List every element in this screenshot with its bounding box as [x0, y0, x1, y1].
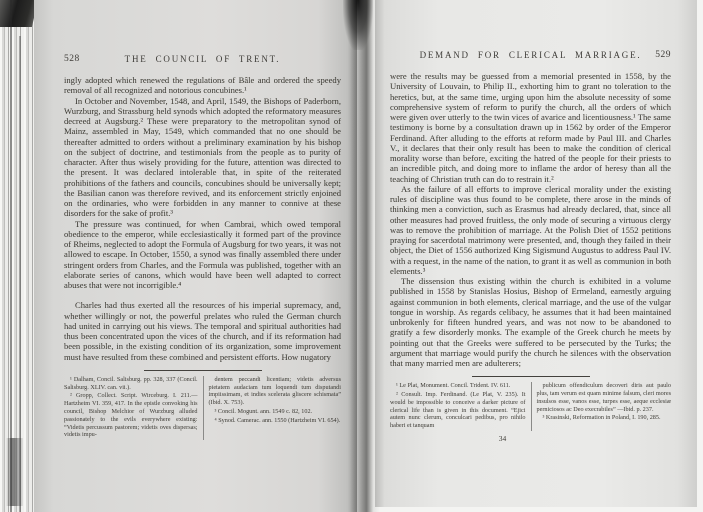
footnote-rule [144, 370, 262, 371]
footnote: ² Consult. Imp. Ferdinand. (Le Plat, V. 235). It would be impossible to conceive a darker picture of clerical life than is given in this document. “Ejici autem nunc clerum, conculcari pedibus, pro nihilo haberi et tanquam [390, 391, 526, 430]
left-footnotes [64, 376, 341, 440]
footnote: ³ Concil. Mogunt. ann. 1549 c. 82, 102. [214, 407, 313, 415]
footnote-column [390, 382, 531, 431]
paragraph: Charles had thus exerted all the resources of his imperial supremacy, and, whether willingly or not, the powerful prelates who ruled the German church had united in carrying out his views. The temporal and spiritual authorities had thus been concentrated upon the vices of the church, and if its reformation had been possible, in the existing condition of its organization, some improvement must have resulted from these combined and persistent efforts. How nugatory [64, 300, 341, 362]
left-page [34, 0, 357, 512]
paragraph: The dissension thus existing within the church is exhibited in a volume published in 1558 by Stanislas Hosius, Bishop of Ermeland, earnestly arguing against communion in both elements, clerical marriage, and the use of the vulgar tongue in worship. As regards celibacy, he assumes that it had been maintained unbrokenly for fifteen hundred years, and was not now to be abandoned to gratify a few disorderly monks. The example of the Greek church he meets by pointing out that the Greeks were suffered to be persecuted by the Turks; the argument that marriage would purify the church he silences with the observation that many married men are adulterers; [390, 276, 671, 368]
footnote: ³ Krasinski, Reformation in Poland, I. 190, 285. [542, 414, 661, 422]
footnote-rule [472, 376, 590, 377]
page-edges-top-shadow [0, 0, 38, 27]
footnote: dentem peccandi licentiam; videtis adversus pietatem audaciam tum loquendi tum disputandi impiissimam, et indies scelerata gliscere schismata” (Ibid. X. 753). [208, 375, 341, 407]
paragraph: In October and November, 1548, and April, 1549, the Bishops of Paderborn, Wurzburg, and Strassburg held synods which adopted the reformatory measures decreed at Augsburg.² These were preparatory to the metropolitan synod of Mainz, assembled in May, 1549, which commanded that no one should be thereafter admitted to orders without a preliminary examination by his bishop on the subject of doctrine, and testimonials from the people as to purity of character. After thus wisely providing for the future, attention was directed to the present. It was declared intolerable that, in spite of the reiterated prohibitions of the fathers and councils, concubines should be universally kept; the Basilian canon was therefore revived, and its enforcement strictly enjoined on the ordinaries, who were forbidden in any manner to connive at these disorders for the sake of profit.³ [64, 95, 341, 219]
page-edges-bottom-shadow [6, 438, 23, 506]
page-fore-edges [0, 0, 34, 512]
paragraph: were the results may be guessed from a memorial presented in 1558, by the University of Louvain, to Philip II., exhorting him to grant no toleration to the heretics, but, at the same time, urging upon him the absolute necessity of some comprehensive system of reform to purify the church, all the orders of which were given over utterly to the twin vices of avarice and licentiousness.¹ The same testimony is borne by a consultation drawn up in 1562 by order of the Emperor Ferdinand. After alluding to the efforts at reform made by Paul III. and Charles V., it declares that their only result has been to make the condition of clerical morality worse than before, exciting the hatred of the people for their priests to an incredible pitch, and doing more to inflame the ardor of heresy than all the teaching of Christian truth can do to restrain it.² [390, 71, 671, 184]
footnote: publicum offendiculum decoveri diris aut paulo plus, tam verum est quam minime falsum, cleri mores insulsos esse, vanos esse, turpes esse, aeque ecclesiæ perniciosos ac Deo execrabiles” —Ibid. p. 237. [536, 382, 671, 413]
left-page-number: 528 [64, 54, 80, 64]
footnote: ² Gropp, Collect. Script. Wirceburg. I. 211.—Hartzheim VI. 359, 417. In the epistle convoking his council, Bishop Melchior of Wurzburg alluded passionately to the evils everywhere existing: “Videtis percussum pastorem; videtis oves dispersas; videtis impu- [64, 392, 198, 439]
footnote-column [203, 376, 342, 440]
paragraph: The pressure was continued, for when Cambrai, which owed temporal obedience to the emperor, while ecclesiastically it formed part of the province of Rheims, neglected to adopt the Formula of Augsburg for two years, it was not allowed to escape. In October, 1550, a synod was finally assembled there under stringent orders from Charles, and the Formula was published, together with an elaborate series of canons, which would have been well adapted to correct abuses that were not incorrigible.⁴ [64, 218, 341, 290]
right-footnotes [390, 382, 671, 431]
footnote-column [64, 376, 203, 440]
footnote: ⁴ Synod. Camerac. ann. 1550 (Hartzheim VI. 654). [214, 416, 341, 424]
footnote-column [531, 382, 672, 431]
paragraph: As the failure of all efforts to improve clerical morality under the existing rules of discipline was thus found to be complete, there arose in the minds of thinking men a conviction, such as Erasmus had already declared, that, since all other measures had proved fruitless, the only mode of securing a virtuous clergy was to remove the prohibition of marriage. At the Polish Diet of 1552 petitions praying for sacerdotal matrimony were presented, and, though they failed in their object, the Diet of 1556 authorized King Sigismund Augustus to address Paul IV. with a request, in the name of the nation, to grant it as well as communion in both elements.³ [390, 183, 671, 276]
paragraph: ingly adopted which renewed the regulations of Bâle and ordered the speedy removal of all recognized and notorious concubines.¹ [64, 75, 341, 96]
left-page-body [64, 75, 341, 362]
left-running-head-title: THE COUNCIL OF TRENT. [124, 54, 281, 64]
right-page-number: 529 [655, 50, 671, 60]
page-edge-line [10, 0, 12, 512]
right-running-head-title: DEMAND FOR CLERICAL MARRIAGE. [419, 50, 642, 60]
signature-mark: 34 [498, 434, 507, 444]
right-running-head [390, 50, 671, 60]
footnote: ¹ Dalham, Concil. Salisburg. pp. 328, 337 (Concil. Salisburg. XLIV. can. vii.). [64, 375, 198, 391]
right-page [375, 0, 697, 507]
right-page-body [390, 71, 671, 368]
footnote: ¹ Le Plat, Monument. Concil. Trident. IV. 611. [396, 382, 511, 390]
gutter-top-shadow [343, 0, 373, 50]
left-running-head [64, 54, 341, 64]
